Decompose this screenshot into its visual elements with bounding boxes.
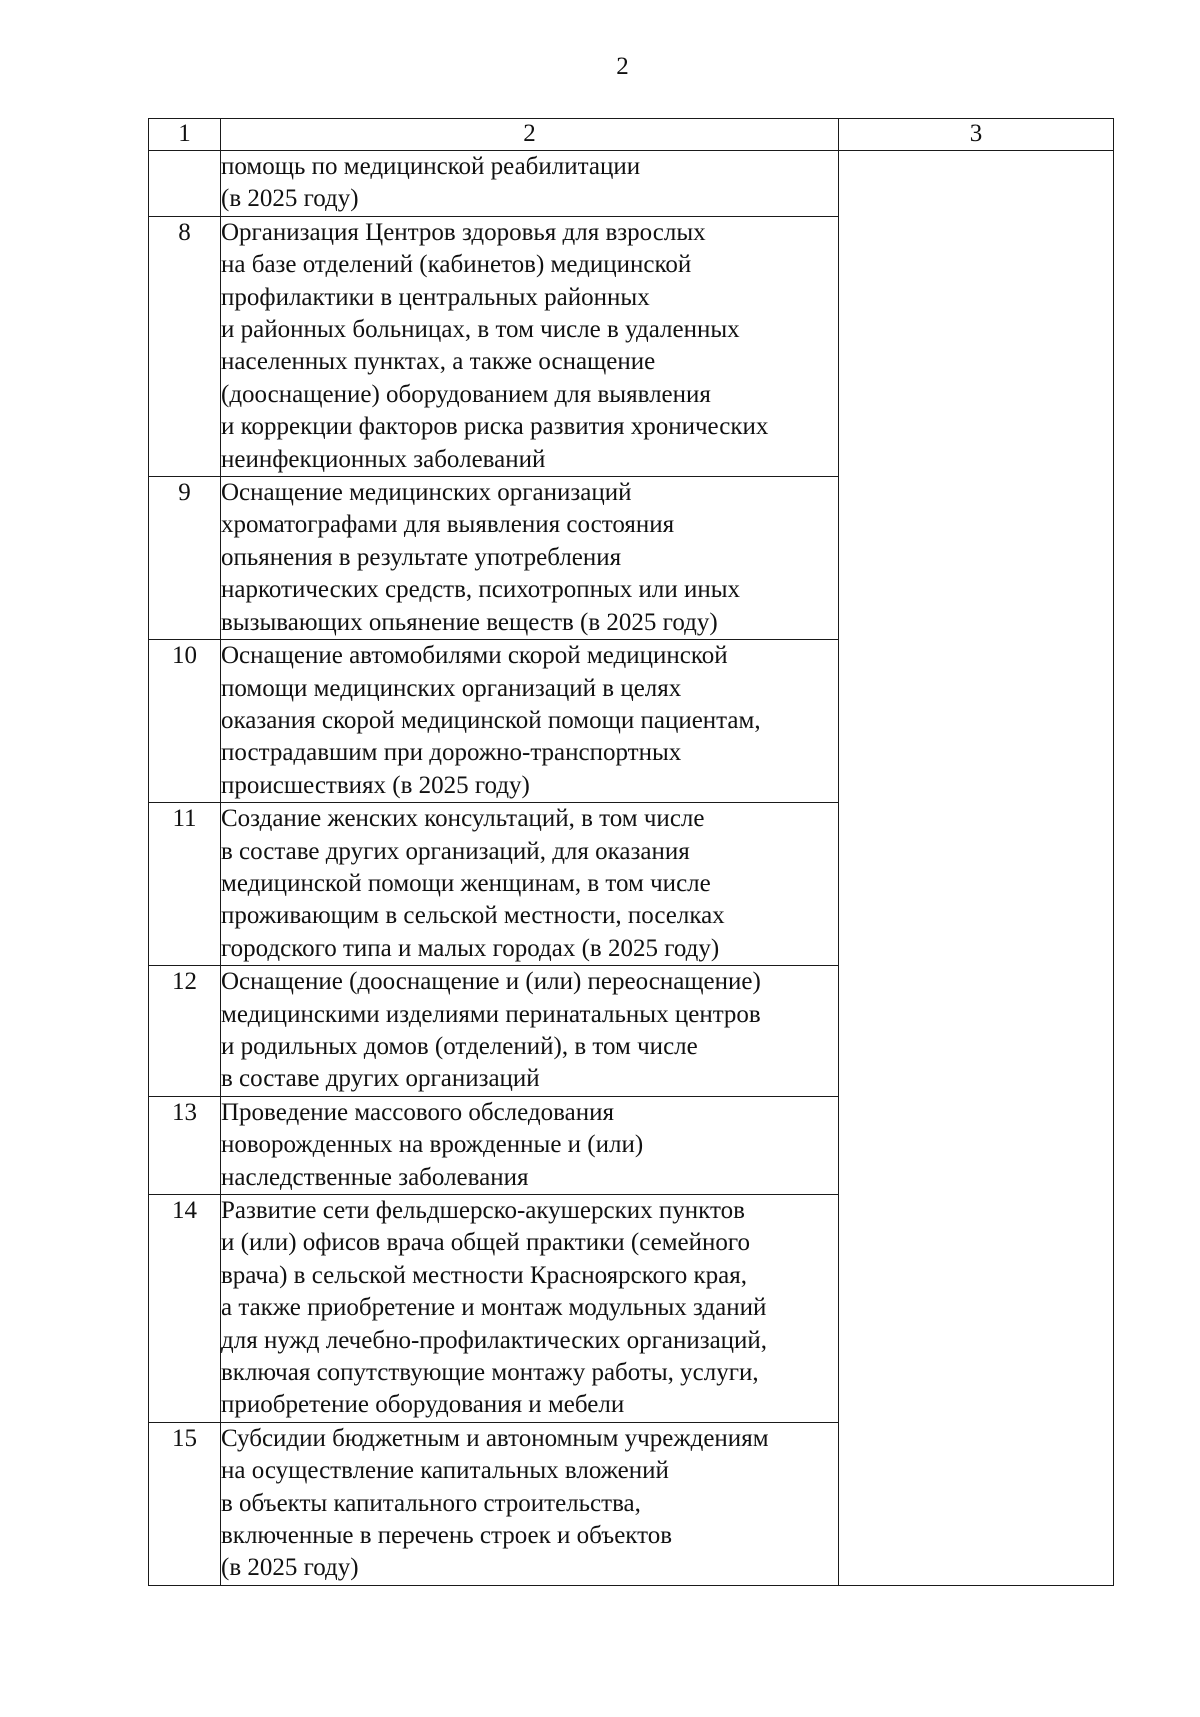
description-line: а также приобретение и монтаж модульных зданий xyxy=(221,1294,767,1322)
description-line: Развитие сети фельдшерско-акушерских пунктов xyxy=(221,1197,745,1224)
row-description xyxy=(221,216,839,476)
description-line: Субсидии бюджетным и автономным учреждениям xyxy=(221,1424,769,1452)
row-description xyxy=(221,803,839,966)
description-line: и районных больницах, в том числе в удаленных xyxy=(221,316,740,344)
table-row xyxy=(149,151,1114,217)
row-description xyxy=(221,1096,839,1194)
description-line: в составе других организаций xyxy=(221,1065,540,1093)
description-line: помощь по медицинской реабилитации xyxy=(221,153,641,180)
description-line: новорожденных на врожденные и (или) xyxy=(221,1131,644,1159)
description-line: и родильных домов (отделений), в том числе xyxy=(221,1032,698,1060)
row-description xyxy=(221,477,839,640)
description-line: в составе других организаций, для оказания xyxy=(221,837,690,865)
description-line: и коррекции факторов риска развития хронических xyxy=(221,413,769,441)
description-line: наследственные заболевания xyxy=(221,1163,529,1191)
row-description xyxy=(221,966,839,1097)
description-line: опьянения в результате употребления xyxy=(221,543,622,571)
description-line: врача) в сельской местности Красноярского края, xyxy=(221,1261,748,1289)
row-number: 11 xyxy=(149,803,221,966)
description-line: неинфекционных заболеваний xyxy=(221,445,546,473)
row-number: 15 xyxy=(149,1422,221,1585)
description-line: Создание женских консультаций, в том числе xyxy=(221,805,705,833)
row-number: 8 xyxy=(149,216,221,476)
row-number: 14 xyxy=(149,1195,221,1423)
description-line: оказания скорой медицинской помощи пациентам, xyxy=(221,706,761,734)
description-line: происшествиях (в 2025 году) xyxy=(221,771,530,799)
description-line: Оснащение автомобилями скорой медицинской xyxy=(221,642,728,670)
column-header-2: 2 xyxy=(221,119,839,151)
description-line: для нужд лечебно-профилактических организаций, xyxy=(221,1326,768,1354)
description-line: (в 2025 году) xyxy=(221,185,359,213)
description-line: на базе отделений (кабинетов) медицинской xyxy=(221,251,692,279)
column-header-3: 3 xyxy=(839,119,1114,151)
description-line: на осуществление капитальных вложений xyxy=(221,1457,669,1485)
description-line: населенных пунктах, а также оснащение xyxy=(221,348,656,376)
description-line: наркотических средств, психотропных или иных xyxy=(221,576,741,604)
row-description xyxy=(221,1195,839,1423)
description-line: Проведение массового обследования xyxy=(221,1098,614,1126)
row-description xyxy=(221,151,839,217)
description-line: (в 2025 году) xyxy=(221,1554,359,1582)
page-number: 2 xyxy=(616,53,629,80)
description-line: включенные в перечень строек и объектов xyxy=(221,1522,673,1550)
description-line: Оснащение медицинских организаций xyxy=(221,479,632,507)
description-line: включая сопутствующие монтажу работы, услуги, xyxy=(221,1359,759,1387)
description-line: профилактики в центральных районных xyxy=(221,283,650,311)
description-line: помощи медицинских организаций в целях xyxy=(221,674,682,702)
description-line: и (или) офисов врача общей практики (семейного xyxy=(221,1229,751,1257)
column-3-cell xyxy=(839,151,1114,1586)
column-header-1: 1 xyxy=(149,119,221,151)
description-line: городского типа и малых городах (в 2025 году) xyxy=(221,934,720,962)
description-line: пострадавшим при дорожно-транспортных xyxy=(221,739,682,767)
description-line: в объекты капитального строительства, xyxy=(221,1489,641,1517)
description-line: проживающим в сельской местности, поселках xyxy=(221,902,725,930)
row-number: 10 xyxy=(149,640,221,803)
description-line: хроматографами для выявления состояния xyxy=(221,511,675,539)
row-number xyxy=(149,151,221,217)
description-line: медицинскими изделиями перинатальных центров xyxy=(221,1000,761,1028)
description-line: вызывающих опьянение веществ (в 2025 году) xyxy=(221,608,718,636)
row-description xyxy=(221,640,839,803)
row-number: 13 xyxy=(149,1096,221,1194)
row-number: 12 xyxy=(149,966,221,1097)
row-number: 9 xyxy=(149,477,221,640)
description-line: Оснащение (дооснащение и (или) переоснащение) xyxy=(221,968,761,996)
description-line: Организация Центров здоровья для взрослых xyxy=(221,218,706,246)
document-table xyxy=(148,118,1114,1586)
table-header-row xyxy=(149,119,1114,151)
description-line: приобретение оборудования и мебели xyxy=(221,1391,625,1419)
row-description xyxy=(221,1422,839,1585)
description-line: медицинской помощи женщинам, в том числе xyxy=(221,869,711,897)
description-line: (дооснащение) оборудованием для выявления xyxy=(221,380,711,408)
